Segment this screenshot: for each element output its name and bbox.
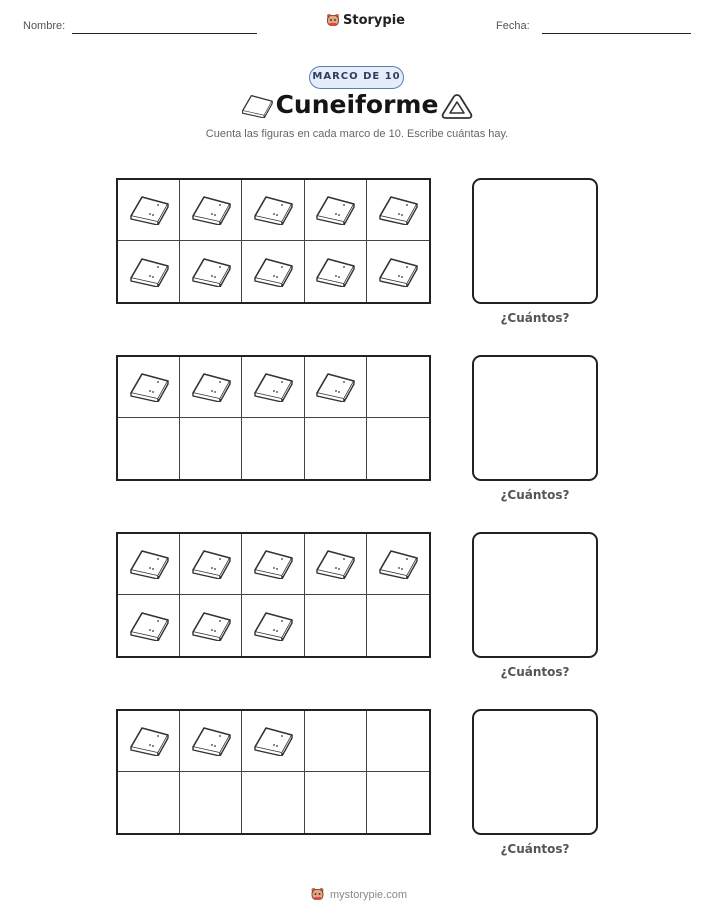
- frame-cell: [180, 180, 242, 241]
- frame-cell: [180, 595, 242, 656]
- cuneiform-tablet-icon: [190, 726, 232, 756]
- brand-name: Storypie: [343, 13, 405, 28]
- frame-cell: [367, 418, 429, 479]
- page-title: Cuneiforme: [275, 90, 439, 119]
- frame-cell: [242, 241, 304, 302]
- cuneiform-tablet-icon: [252, 611, 294, 641]
- frame-cell: [242, 180, 304, 241]
- frame-cell: [305, 711, 367, 772]
- frame-cell: [367, 534, 429, 595]
- cuneiform-tablet-icon: [128, 372, 170, 402]
- cuneiform-tablet-icon: [314, 372, 356, 402]
- answer-label-4: ¿Cuántos?: [500, 842, 570, 856]
- ten-frame-3: [116, 532, 431, 658]
- storypie-mascot-icon: [326, 13, 340, 28]
- frame-cell: [180, 241, 242, 302]
- cuneiform-tablet-icon: [190, 372, 232, 402]
- cuneiform-tablet-icon: [314, 195, 356, 225]
- frame-cell: [242, 772, 304, 833]
- frame-cell: [118, 357, 180, 418]
- frame-cell: [180, 418, 242, 479]
- name-field[interactable]: [72, 33, 257, 34]
- cuneiform-tablet-icon: [190, 611, 232, 641]
- cuneiform-tablet-icon: [314, 257, 356, 287]
- frame-cell: [242, 534, 304, 595]
- cuneiform-tablet-icon: [252, 372, 294, 402]
- frame-cell: [118, 711, 180, 772]
- frame-cell: [180, 711, 242, 772]
- answer-label-2: ¿Cuántos?: [500, 488, 570, 502]
- frame-cell: [305, 418, 367, 479]
- frame-cell: [180, 534, 242, 595]
- frame-cell: [367, 180, 429, 241]
- cuneiform-tablet-icon: [190, 549, 232, 579]
- cuneiform-tablet-icon: [190, 257, 232, 287]
- frame-cell: [118, 772, 180, 833]
- answer-box-4[interactable]: [472, 709, 598, 835]
- frame-cell: [305, 357, 367, 418]
- cuneiform-tablet-icon: [252, 195, 294, 225]
- answer-label-1: ¿Cuántos?: [500, 311, 570, 325]
- frame-cell: [305, 534, 367, 595]
- frame-cell: [118, 418, 180, 479]
- cuneiform-tablet-icon: [252, 549, 294, 579]
- cuneiform-tablet-icon: [252, 257, 294, 287]
- cuneiform-tablet-icon: [128, 611, 170, 641]
- cuneiform-tablet-icon: [128, 549, 170, 579]
- frame-cell: [305, 595, 367, 656]
- answer-label-3: ¿Cuántos?: [500, 665, 570, 679]
- date-field[interactable]: [542, 33, 691, 34]
- frame-cell: [118, 595, 180, 656]
- storypie-mascot-icon: [310, 887, 325, 902]
- triangle-icon: [440, 92, 474, 122]
- footer: [310, 887, 407, 902]
- cuneiform-tablet-icon: [128, 195, 170, 225]
- ten-frame-4: [116, 709, 431, 835]
- cuneiform-tablet-icon: [377, 257, 419, 287]
- cuneiform-tablet-icon: [128, 257, 170, 287]
- frame-cell: [118, 241, 180, 302]
- frame-cell: [118, 180, 180, 241]
- frame-cell: [367, 357, 429, 418]
- answer-box-3[interactable]: [472, 532, 598, 658]
- frame-cell: [180, 772, 242, 833]
- name-label: Nombre:: [23, 20, 66, 32]
- cuneiform-tablet-icon: [314, 549, 356, 579]
- category-badge: MARCO DE 10: [309, 66, 404, 89]
- footer-url[interactable]: mystorypie.com: [330, 888, 408, 901]
- date-label: Fecha:: [496, 20, 530, 32]
- frame-cell: [305, 772, 367, 833]
- cuneiform-tablet-icon: [128, 726, 170, 756]
- frame-cell: [118, 534, 180, 595]
- cuneiform-tablet-icon: [377, 195, 419, 225]
- frame-cell: [242, 418, 304, 479]
- ten-frame-2: [116, 355, 431, 481]
- instructions: Cuenta las figuras en cada marco de 10. Escribe cuántas hay.: [205, 128, 509, 140]
- frame-cell: [242, 357, 304, 418]
- frame-cell: [180, 357, 242, 418]
- frame-cell: [242, 711, 304, 772]
- ten-frame-1: [116, 178, 431, 304]
- frame-cell: [242, 595, 304, 656]
- answer-box-1[interactable]: [472, 178, 598, 304]
- frame-cell: [367, 772, 429, 833]
- answer-box-2[interactable]: [472, 355, 598, 481]
- cuneiform-tablet-icon: [252, 726, 294, 756]
- cuneiform-tablet-icon: [190, 195, 232, 225]
- frame-cell: [367, 595, 429, 656]
- frame-cell: [367, 241, 429, 302]
- brand-logo: [326, 13, 405, 28]
- frame-cell: [305, 241, 367, 302]
- frame-cell: [367, 711, 429, 772]
- cuneiform-tablet-icon: [377, 549, 419, 579]
- frame-cell: [305, 180, 367, 241]
